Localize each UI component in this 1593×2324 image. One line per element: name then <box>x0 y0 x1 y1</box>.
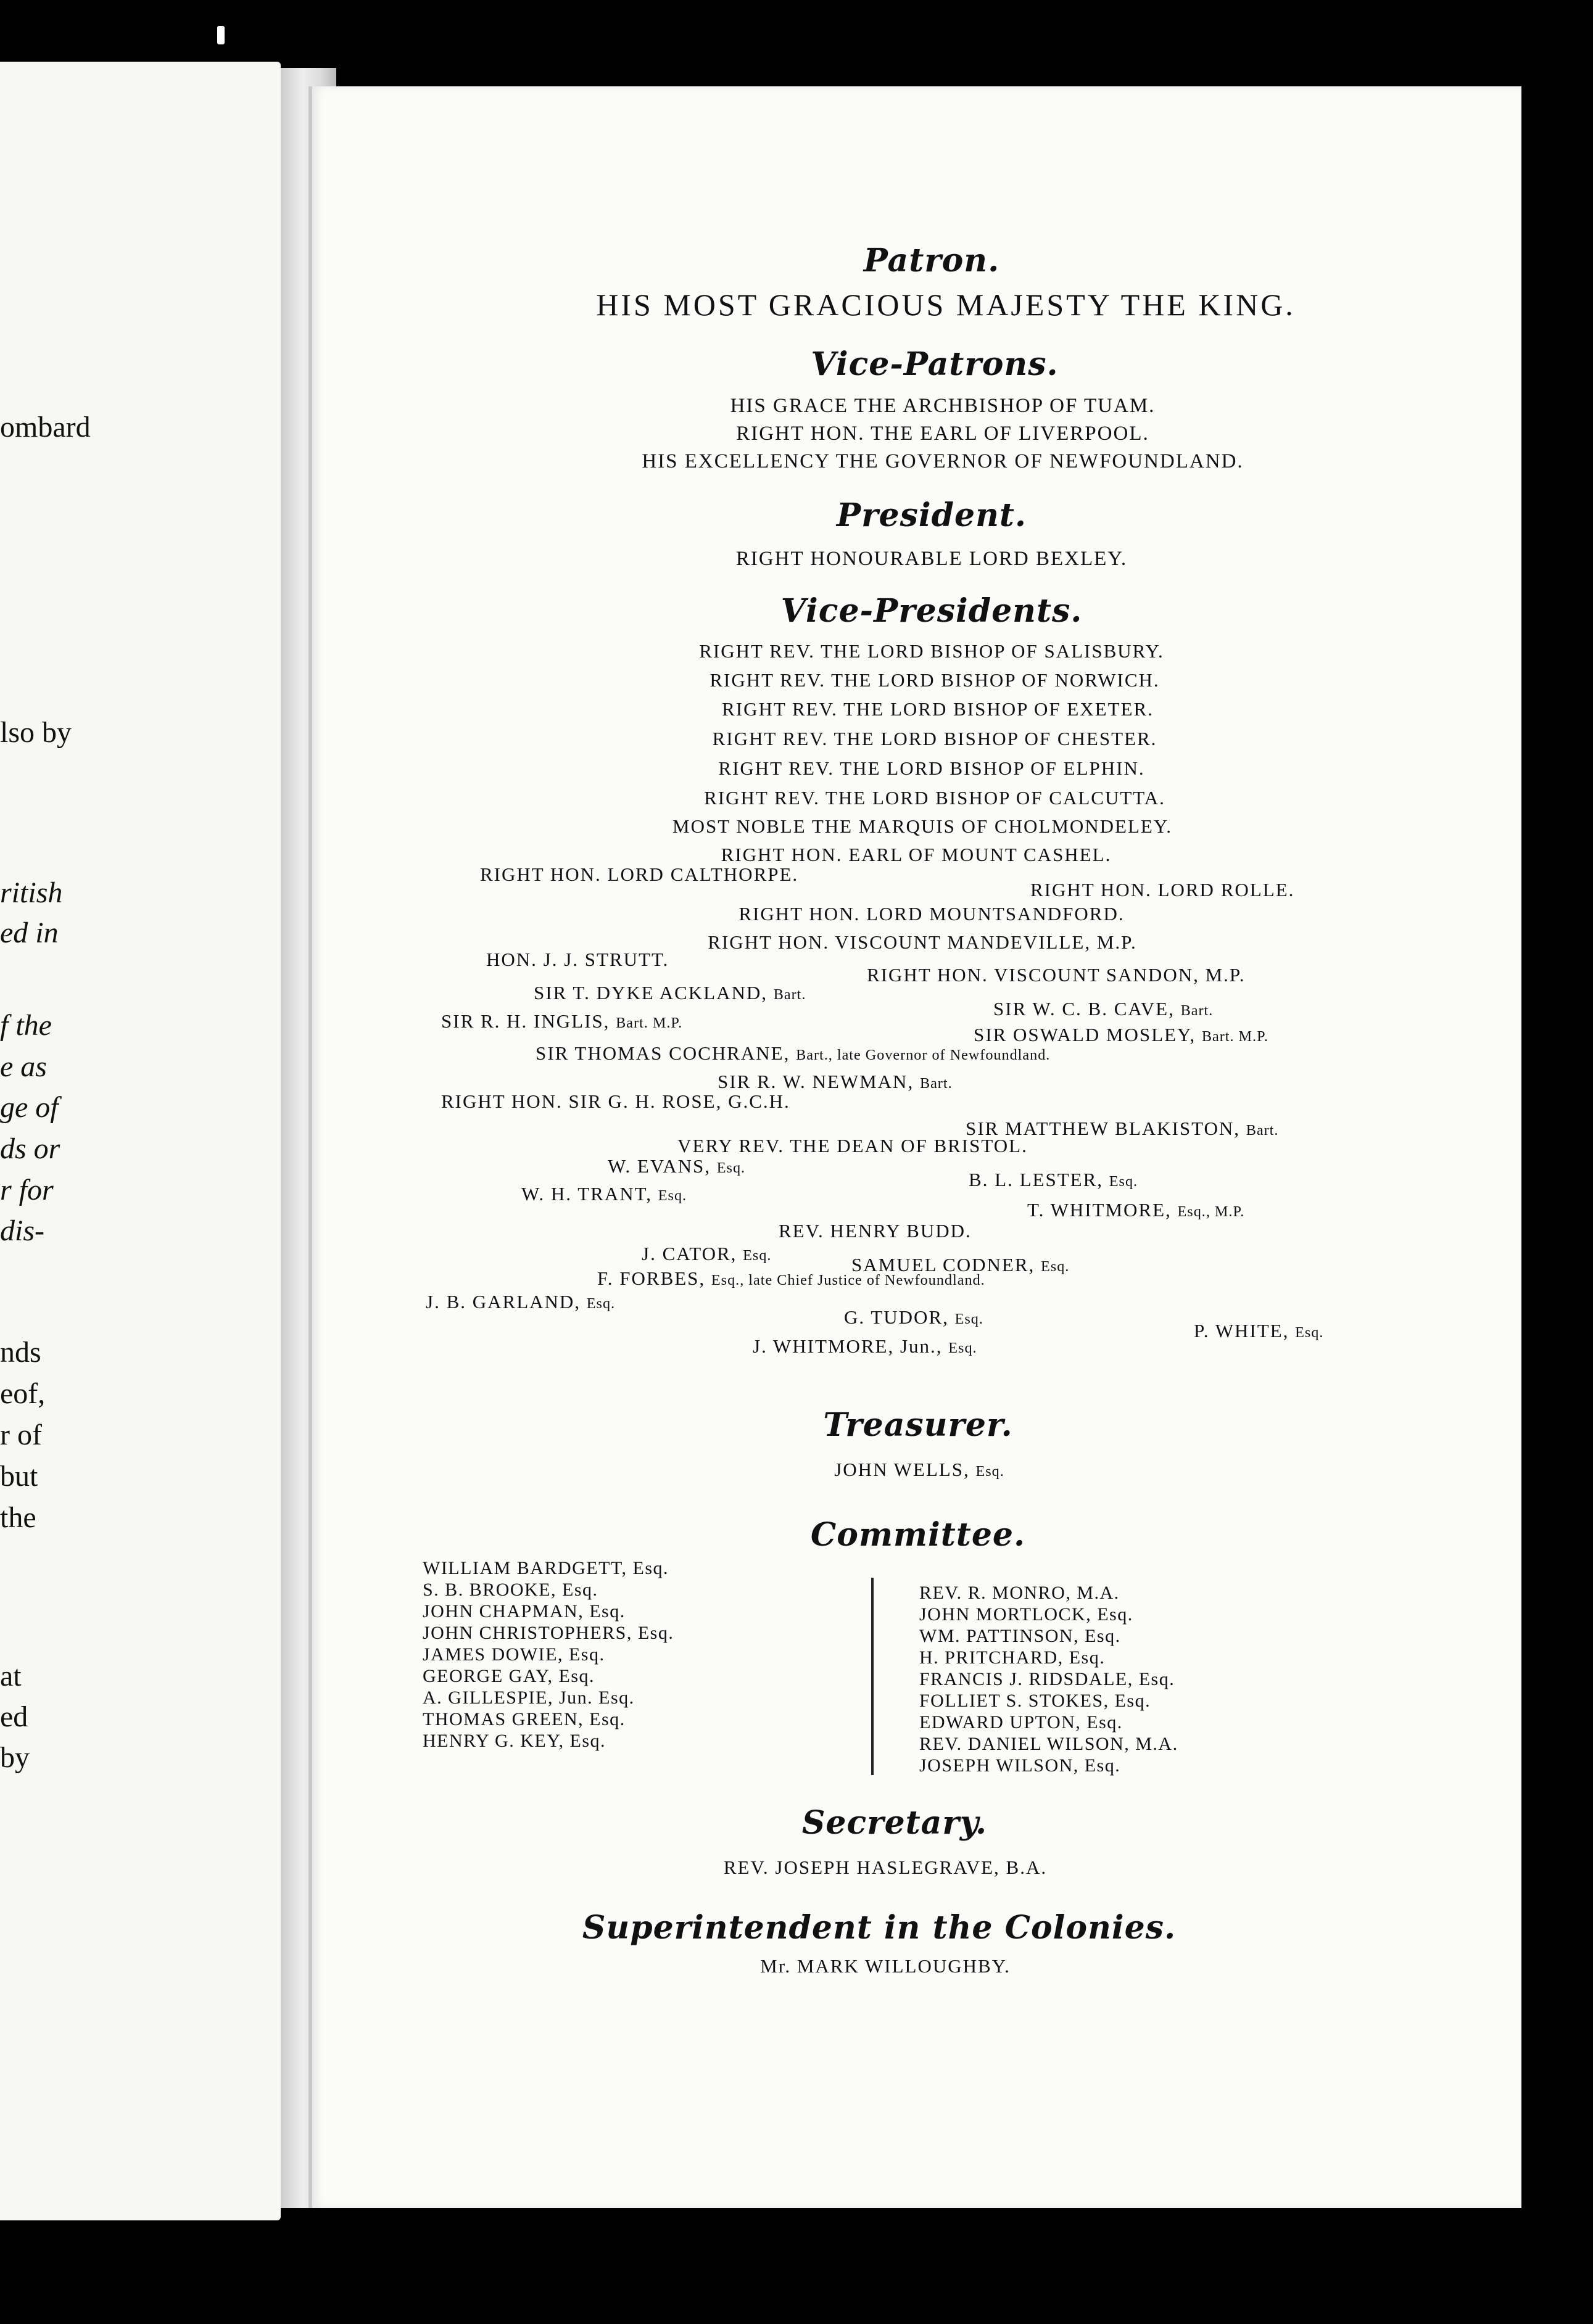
left-fragment: ombard <box>0 411 91 443</box>
vice-president: SIR THOMAS COCHRANE, Bart., late Governor of Newfoundland. <box>536 1042 1051 1064</box>
left-fragment: by <box>0 1741 30 1774</box>
left-fragment: ge of <box>0 1091 59 1124</box>
vice-president: G. TUDOR, Esq. <box>844 1306 983 1328</box>
vice-president: SIR W. C. B. CAVE, Bart. <box>993 998 1214 1020</box>
vice-president: F. FORBES, Esq., late Chief Justice of Newfoundland. <box>597 1267 985 1289</box>
vice-president: SIR T. DYKE ACKLAND, Bart. <box>534 982 806 1003</box>
vice-presidents-heading: Vice-Presidents. <box>780 592 1083 630</box>
vice-president: RIGHT HON. VISCOUNT SANDON, M.P. <box>867 964 1246 986</box>
left-fragment: nds <box>0 1336 41 1369</box>
president-name: RIGHT HONOURABLE LORD BEXLEY. <box>735 548 1128 570</box>
president-heading: President. <box>837 497 1027 534</box>
committee-member: THOMAS GREEN, Esq. <box>423 1709 626 1729</box>
vice-president: RIGHT REV. THE LORD BISHOP OF EXETER. <box>722 698 1154 720</box>
vice-president: REV. HENRY BUDD. <box>779 1220 972 1242</box>
vice-president: RIGHT REV. THE LORD BISHOP OF ELPHIN. <box>718 757 1145 779</box>
committee-member: FOLLIET S. STOKES, Esq. <box>919 1691 1151 1711</box>
committee-member: JAMES DOWIE, Esq. <box>423 1644 605 1665</box>
committee-right-column <box>919 1582 1178 1776</box>
left-fragment: eof, <box>0 1377 46 1410</box>
committee-member: WM. PATTINSON, Esq. <box>919 1626 1121 1646</box>
left-fragment: e as <box>0 1050 47 1083</box>
committee-member: JOHN CHRISTOPHERS, Esq. <box>423 1623 674 1643</box>
vice-president: RIGHT HON. LORD MOUNTSANDFORD. <box>739 903 1125 925</box>
vice-president: SAMUEL CODNER, Esq. <box>851 1254 1070 1275</box>
committee-member: FRANCIS J. RIDSDALE, Esq. <box>919 1669 1175 1689</box>
vice-president: SIR R. W. NEWMAN, Bart. <box>718 1071 953 1092</box>
vice-president: J. B. GARLAND, Esq. <box>426 1291 616 1312</box>
left-fragment: ritish <box>0 876 63 909</box>
patron-name: HIS MOST GRACIOUS MAJESTY THE KING. <box>596 287 1296 322</box>
vice-president: RIGHT REV. THE LORD BISHOP OF SALISBURY. <box>699 640 1164 662</box>
committee-member: S. B. BROOKE, Esq. <box>423 1580 598 1600</box>
vice-president: RIGHT HON. EARL OF MOUNT CASHEL. <box>721 844 1112 865</box>
secretary-heading: Secretary. <box>801 1804 988 1842</box>
patron-heading: Patron. <box>863 242 1000 279</box>
vice-president: RIGHT REV. THE LORD BISHOP OF CHESTER. <box>712 728 1157 749</box>
committee-member: WILLIAM BARDGETT, Esq. <box>423 1558 669 1578</box>
vice-president: T. WHITMORE, Esq., M.P. <box>1027 1199 1245 1221</box>
committee-member: H. PRITCHARD, Esq. <box>919 1647 1106 1668</box>
left-fragment: lso by <box>0 716 72 749</box>
superintendent-heading: Superintendent in the Colonies. <box>582 1909 1177 1947</box>
vice-president: W. EVANS, Esq. <box>608 1155 746 1177</box>
vice-patron: HIS EXCELLENCY THE GOVERNOR OF NEWFOUNDLAND. <box>642 450 1244 472</box>
committee-member: JOHN MORTLOCK, Esq. <box>919 1604 1133 1625</box>
superintendent-name: Mr. MARK WILLOUGHBY. <box>760 1955 1011 1977</box>
left-fragment: but <box>0 1460 38 1493</box>
committee-left-column <box>423 1557 674 1752</box>
treasurer-heading: Treasurer. <box>823 1406 1013 1444</box>
left-page <box>0 62 281 2220</box>
left-fragment: ed in <box>0 917 59 949</box>
secretary-name: REV. JOSEPH HASLEGRAVE, B.A. <box>723 1856 1048 1878</box>
left-fragment: dis- <box>0 1214 44 1247</box>
left-fragment: f the <box>0 1009 52 1042</box>
vice-president: RIGHT HON. LORD CALTHORPE. <box>480 863 799 885</box>
vice-president: RIGHT HON. VISCOUNT MANDEVILLE, M.P. <box>708 931 1137 953</box>
left-fragment: at <box>0 1660 22 1692</box>
committee-member: HENRY G. KEY, Esq. <box>423 1731 606 1751</box>
committee-heading: Committee. <box>810 1516 1026 1554</box>
vice-president: J. CATOR, Esq. <box>642 1243 772 1264</box>
vice-president: SIR OSWALD MOSLEY, Bart. M.P. <box>974 1024 1268 1045</box>
vice-president: P. WHITE, Esq. <box>1194 1320 1324 1341</box>
committee-member: JOHN CHAPMAN, Esq. <box>423 1601 626 1621</box>
left-fragment: r of <box>0 1419 42 1451</box>
vice-president: SIR MATTHEW BLAKISTON, Bart. <box>966 1118 1279 1139</box>
vice-president: SIR R. H. INGLIS, Bart. M.P. <box>441 1010 683 1032</box>
committee-member: JOSEPH WILSON, Esq. <box>919 1755 1121 1776</box>
left-fragment: ed <box>0 1700 28 1733</box>
left-fragment: ds or <box>0 1132 60 1165</box>
committee-member: GEORGE GAY, Esq. <box>423 1666 595 1686</box>
vice-president: J. WHITMORE, Jun., Esq. <box>753 1335 977 1357</box>
vice-president: RIGHT REV. THE LORD BISHOP OF CALCUTTA. <box>704 787 1165 809</box>
vice-patrons-heading: Vice-Patrons. <box>811 345 1059 383</box>
left-fragment: r for <box>0 1174 54 1206</box>
vice-president: MOST NOBLE THE MARQUIS OF CHOLMONDELEY. <box>672 815 1172 837</box>
treasurer-name: JOHN WELLS, Esq. <box>834 1459 1004 1480</box>
vice-patron: RIGHT HON. THE EARL OF LIVERPOOL. <box>736 422 1149 445</box>
film-corner-mark <box>217 26 225 44</box>
committee-member: A. GILLESPIE, Jun. Esq. <box>423 1687 635 1708</box>
committee-member: REV. DANIEL WILSON, M.A. <box>919 1734 1178 1754</box>
vice-president: RIGHT REV. THE LORD BISHOP OF NORWICH. <box>710 669 1160 691</box>
vice-president: VERY REV. THE DEAN OF BRISTOL. <box>677 1135 1028 1156</box>
vice-president: HON. J. J. STRUTT. <box>486 949 669 970</box>
vice-president: W. H. TRANT, Esq. <box>521 1183 687 1205</box>
committee-member: EDWARD UPTON, Esq. <box>919 1712 1123 1733</box>
committee-member: REV. R. MONRO, M.A. <box>919 1583 1120 1603</box>
left-fragment: the <box>0 1501 36 1534</box>
vice-patron: HIS GRACE THE ARCHBISHOP OF TUAM. <box>730 395 1156 417</box>
committee-divider <box>871 1578 874 1775</box>
vice-president: B. L. LESTER, Esq. <box>969 1169 1138 1190</box>
vice-president: RIGHT HON. SIR G. H. ROSE, G.C.H. <box>441 1090 790 1112</box>
vice-president: RIGHT HON. LORD ROLLE. <box>1030 879 1295 900</box>
